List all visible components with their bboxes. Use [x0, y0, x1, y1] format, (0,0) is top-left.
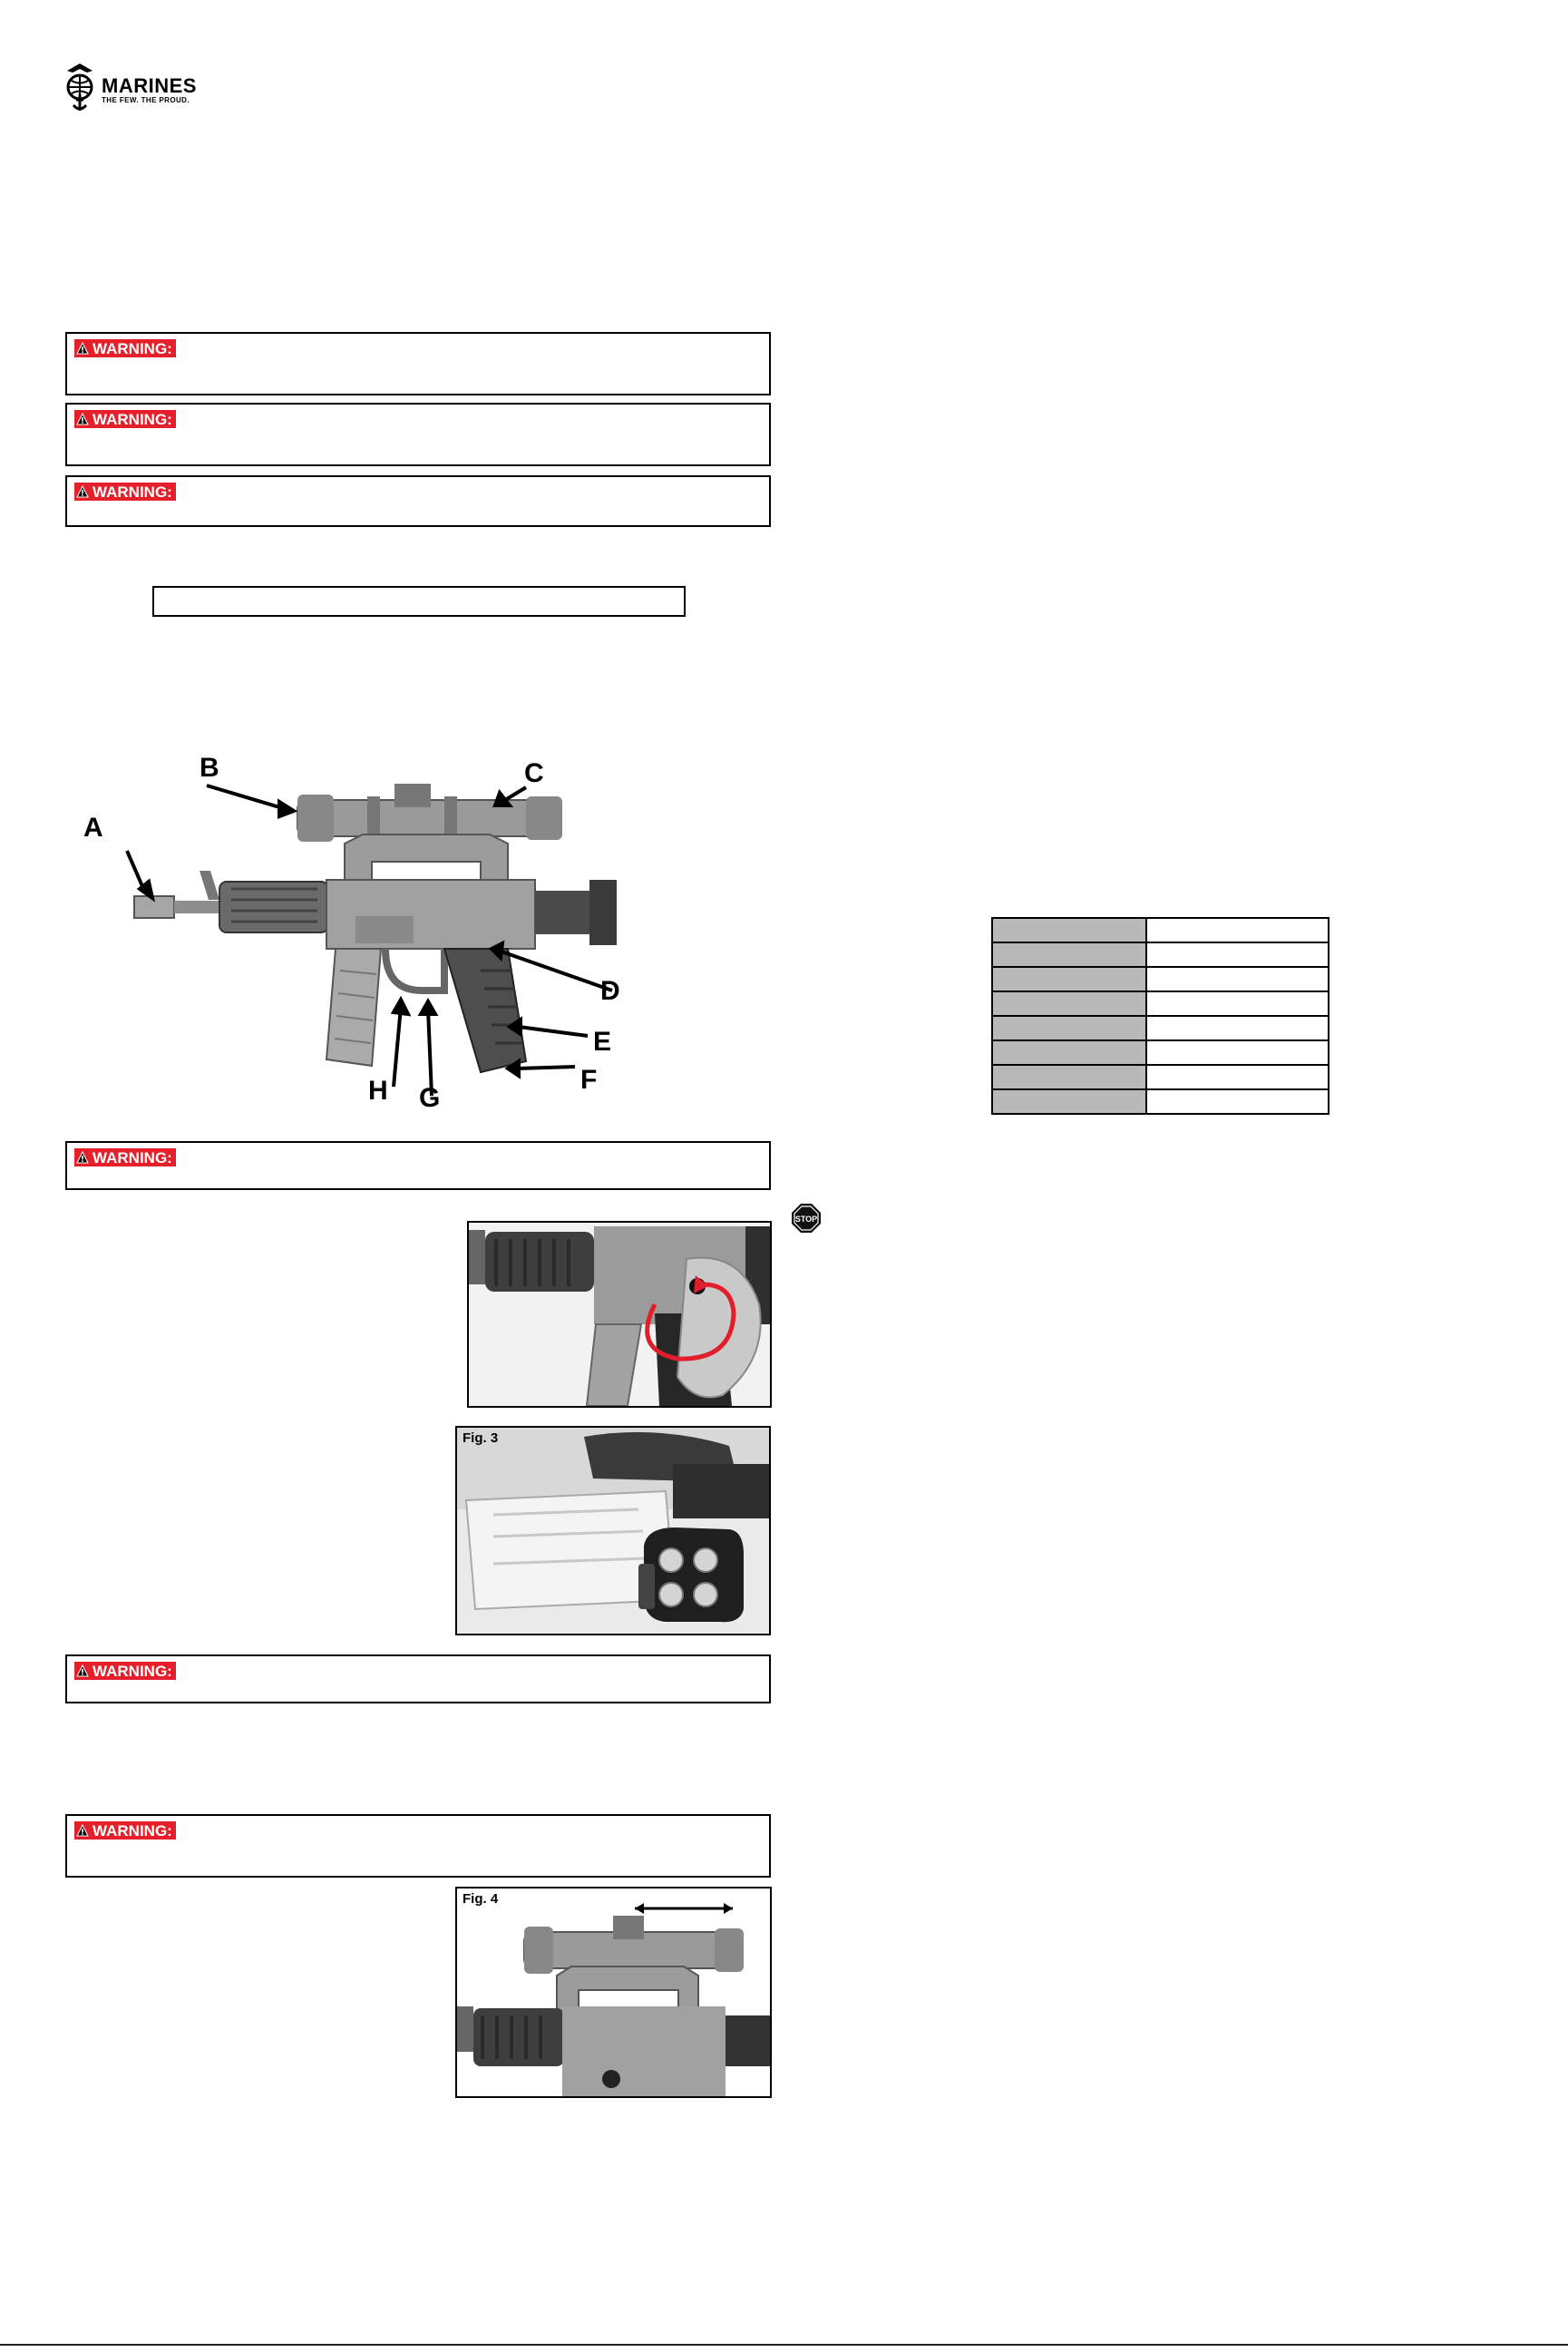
warning-label: WARNING: [93, 410, 172, 428]
warning-box-2 [65, 403, 771, 466]
callout-h: H [368, 1076, 388, 1106]
spec-row [992, 918, 1329, 942]
warning-box-4 [65, 1141, 771, 1190]
figure-3-label: Fig. 3 [463, 1430, 499, 1446]
blank-field-box [152, 586, 686, 617]
warning-triangle-icon [76, 413, 89, 425]
spec-row [992, 991, 1329, 1016]
spec-label-cell [992, 942, 1146, 967]
callout-d: D [600, 976, 620, 1006]
warning-label: WARNING: [93, 1662, 172, 1680]
callout-g: G [419, 1083, 441, 1113]
brand-name: MARINES [102, 74, 197, 97]
spec-value-cell [1146, 942, 1329, 967]
warning-box-1 [65, 332, 771, 395]
brand-tagline: THE FEW. THE PROUD. [102, 96, 190, 104]
warning-badge [74, 410, 176, 428]
spec-value-cell [1146, 1040, 1329, 1065]
grip-photo-image [469, 1223, 770, 1406]
warning-badge [74, 1821, 176, 1840]
spec-label-cell [992, 1089, 1146, 1114]
scope-mount-image [457, 1888, 770, 2096]
spec-value-cell [1146, 1065, 1329, 1089]
spec-row [992, 967, 1329, 991]
spec-row [992, 1089, 1329, 1114]
spec-value-cell [1146, 1089, 1329, 1114]
spec-label-cell [992, 1065, 1146, 1089]
marines-logo [62, 62, 243, 116]
warning-badge [74, 339, 176, 357]
stop-sign-icon [791, 1203, 822, 1234]
warning-box-3 [65, 475, 771, 527]
warning-triangle-icon [76, 1664, 89, 1677]
warning-label: WARNING: [93, 1148, 172, 1166]
spec-table [991, 917, 1329, 1115]
spec-label-cell [992, 967, 1146, 991]
warning-badge [74, 1148, 176, 1166]
spec-value-cell [1146, 918, 1329, 942]
bottom-divider [0, 2344, 1568, 2346]
rifle-illustration [54, 753, 635, 1125]
callout-f: F [580, 1065, 598, 1095]
warning-badge [74, 483, 176, 501]
callout-c: C [524, 758, 544, 788]
warning-triangle-icon [76, 1151, 89, 1164]
spec-row [992, 1016, 1329, 1040]
spec-value-cell [1146, 1016, 1329, 1040]
eagle-globe-anchor-icon [62, 62, 98, 112]
spec-row [992, 1040, 1329, 1065]
warning-triangle-icon [76, 485, 89, 498]
figure-4-label: Fig. 4 [463, 1891, 499, 1907]
spec-label-cell [992, 918, 1146, 942]
callout-a: A [83, 813, 103, 843]
callout-b: B [200, 753, 219, 783]
spec-label-cell [992, 1040, 1146, 1065]
figure-4-photo [455, 1887, 772, 2098]
spec-value-cell [1146, 991, 1329, 1016]
warning-triangle-icon [76, 342, 89, 355]
photo-battery-cover [467, 1221, 772, 1408]
spec-table-body [992, 918, 1329, 1114]
warning-badge [74, 1662, 176, 1680]
warning-box-5 [65, 1654, 771, 1703]
warning-label: WARNING: [93, 1821, 172, 1840]
spec-row [992, 942, 1329, 967]
warning-label: WARNING: [93, 483, 172, 501]
battery-compartment-image [457, 1428, 769, 1634]
warning-label: WARNING: [93, 339, 172, 357]
warning-triangle-icon [76, 1824, 89, 1837]
rifle-parts-diagram [54, 753, 635, 1125]
stop-badge-text: STOP [794, 1215, 818, 1224]
spec-value-cell [1146, 967, 1329, 991]
spec-row [992, 1065, 1329, 1089]
spec-label-cell [992, 1016, 1146, 1040]
callout-e: E [593, 1027, 612, 1057]
spec-label-cell [992, 991, 1146, 1016]
figure-3-photo [455, 1426, 771, 1635]
warning-box-6 [65, 1814, 771, 1878]
